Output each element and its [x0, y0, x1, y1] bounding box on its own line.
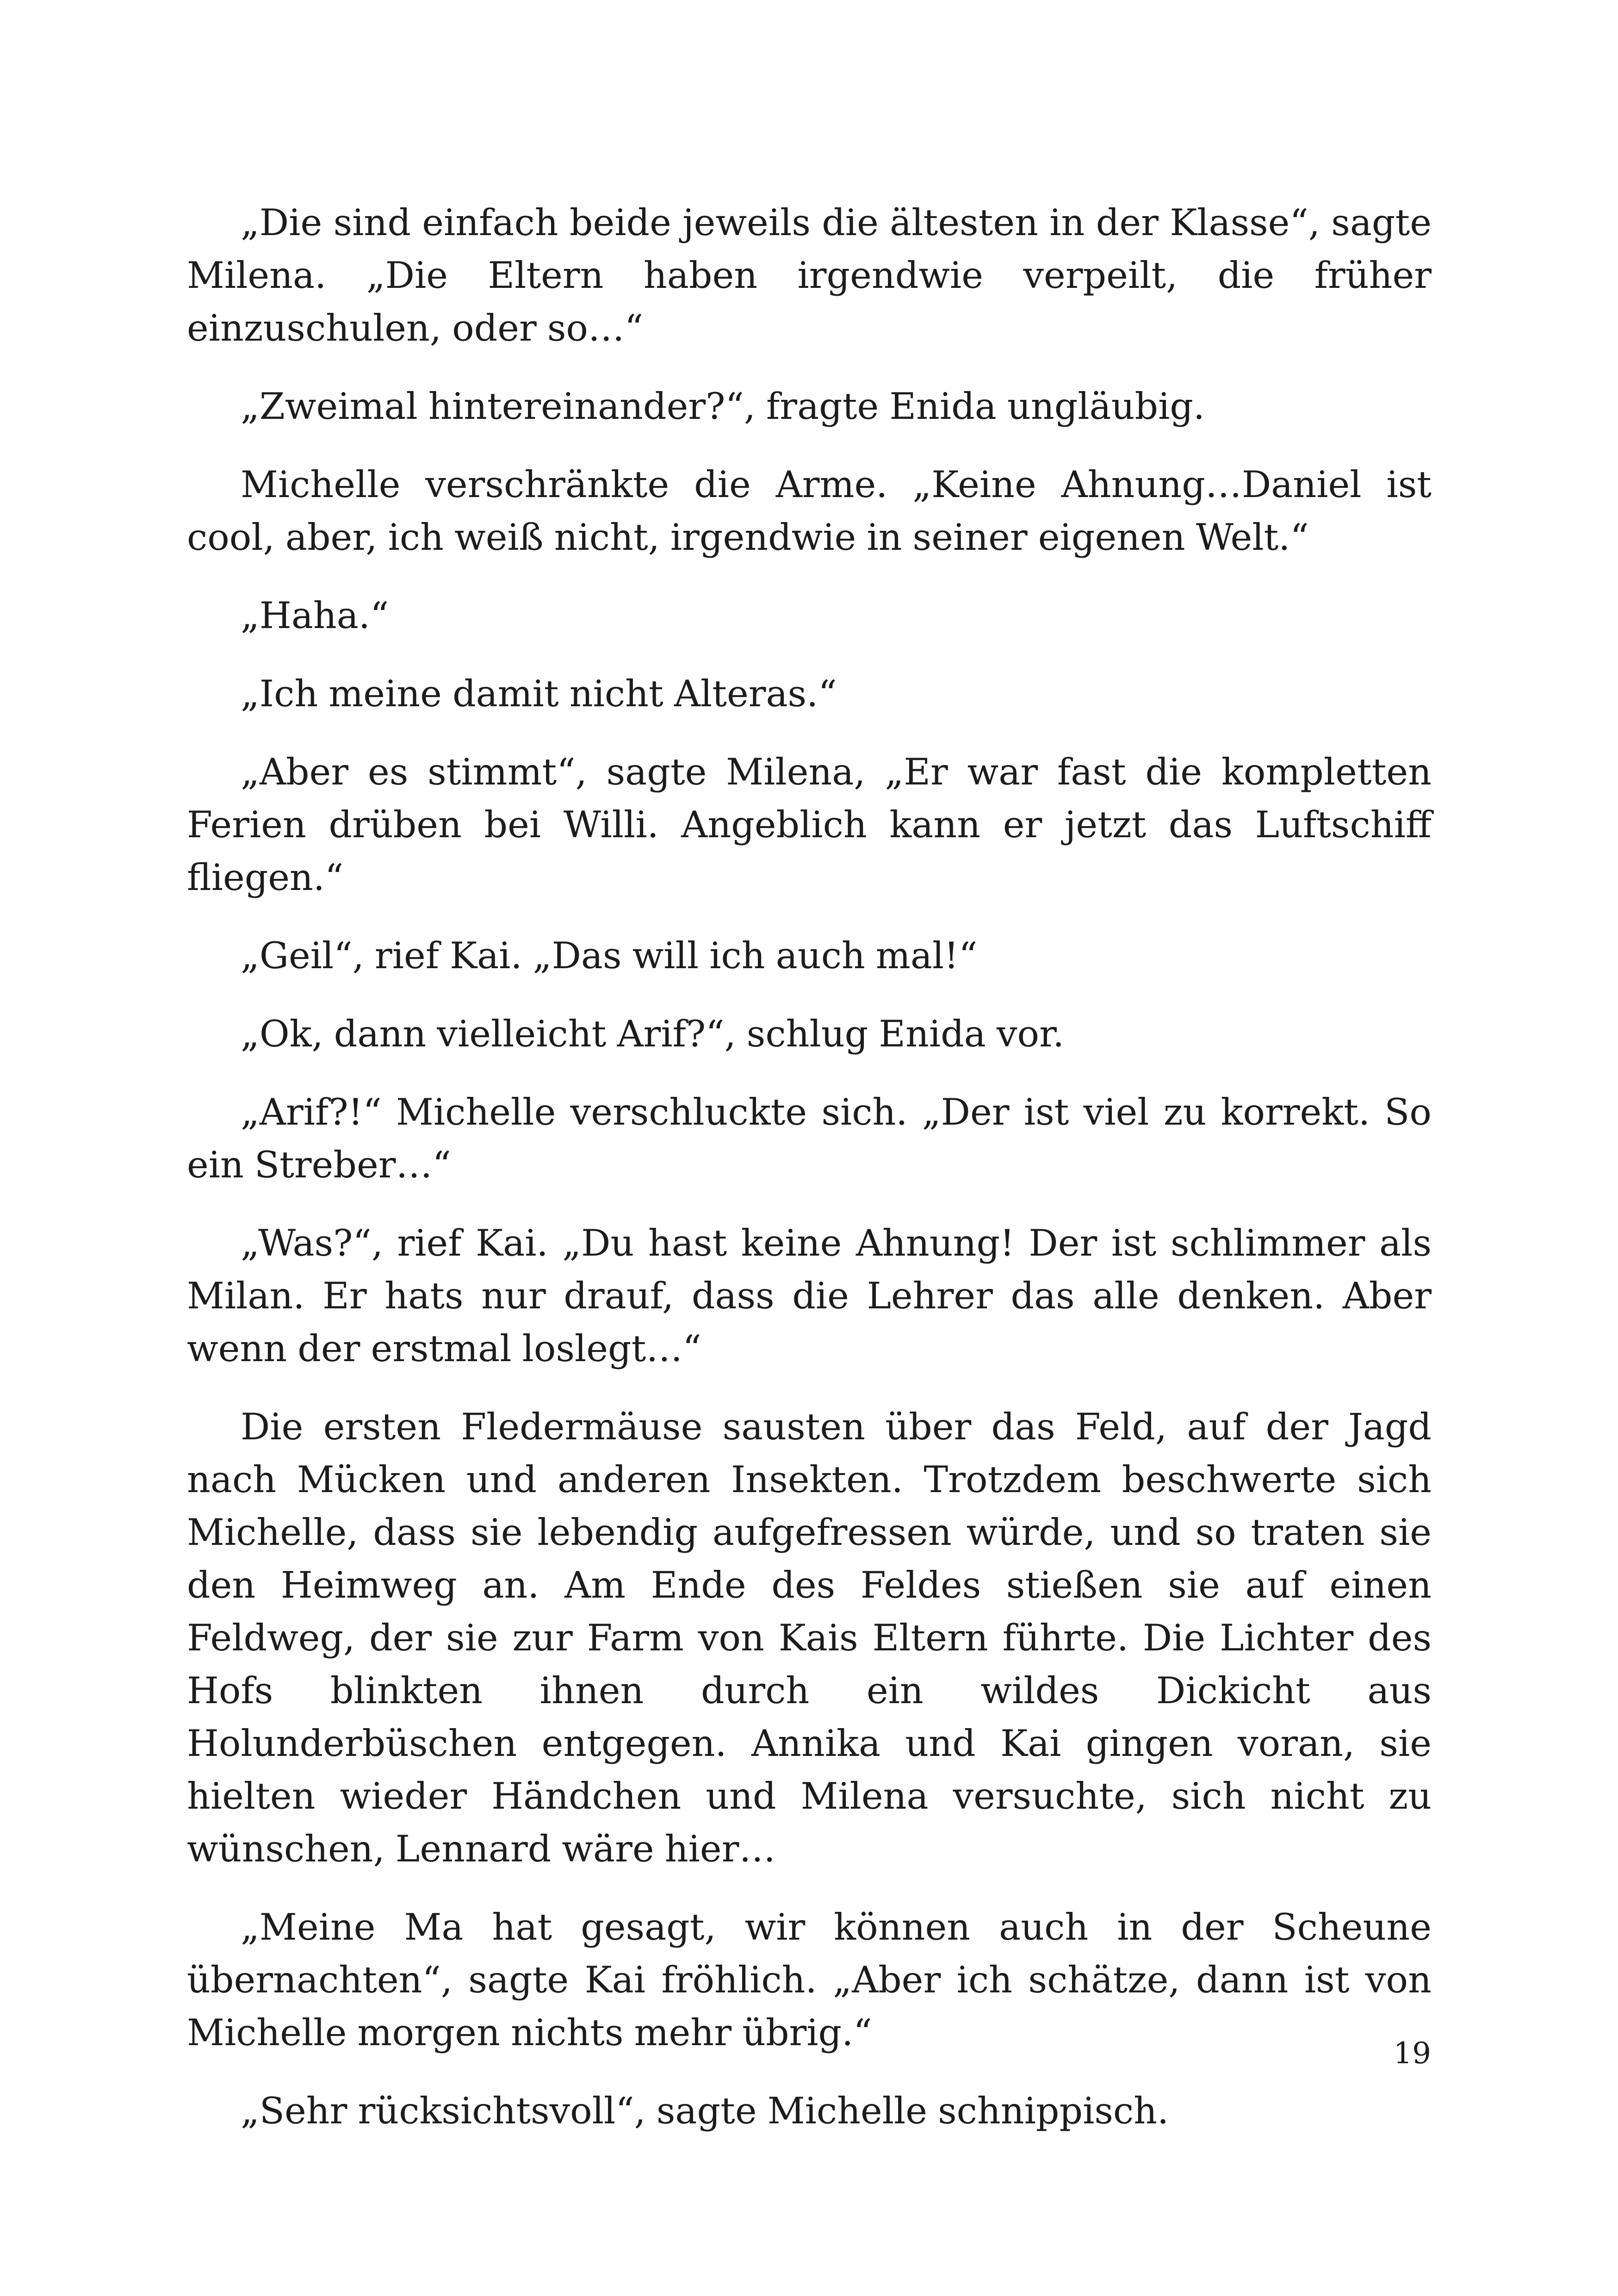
paragraph: „Arif?!“ Michelle verschluckte sich. „Der ist viel zu korrekt. So ein Streber…“	[187, 1091, 1432, 1186]
paragraph: „Geil“, rief Kai. „Das will ich auch mal!“	[241, 934, 978, 977]
paragraph: „Meine Ma hat gesagt, wir können auch in der Scheune übernachten“, sagte Kai fröhlich. „Aber ich schätze, dann ist von Michelle morgen nichts mehr übrig.“	[187, 1906, 1432, 2054]
paragraph: Michelle verschränkte die Arme. „Keine Ahnung…Daniel ist cool, aber, ich weiß nicht, irgendwie in seiner eigenen Welt.“	[187, 463, 1432, 559]
paragraph: „Die sind einfach beide jeweils die ältesten in der Klasse“, sagte Milena. „Die Eltern haben irgendwie verpeilt, die früher einzuschulen, oder so…“	[187, 201, 1432, 349]
body-text	[187, 196, 1432, 2163]
paragraph: „Haha.“	[241, 594, 389, 637]
paragraph: „Aber es stimmt“, sagte Milena, „Er war fast die kompletten Ferien drüben bei Willi. Angeblich kann er jetzt das Luftschiff fliegen.“	[187, 751, 1432, 899]
paragraph: „Was?“, rief Kai. „Du hast keine Ahnung! Der ist schlimmer als Milan. Er hats nur drauf, dass die Lehrer das alle denken. Aber wenn der erstmal loslegt…“	[187, 1222, 1432, 1370]
paragraph: Die ersten Fledermäuse sausten über das Feld, auf der Jagd nach Mücken und anderen Insekten. Trotzdem beschwerte sich Michelle, dass sie lebendig aufgefressen würde, und so traten sie den Heimweg an. Am Ende des Feldes stießen sie auf einen Feldweg, der sie zur Farm von Kais Eltern führte. Die Lichter des Hofs blinkten ihnen durch ein wildes Dickicht aus Holunderbüschen entgegen. Annika und Kai gingen voran, sie hielten wieder Händchen und Milena versuchte, sich nicht zu wünschen, Lennard wäre hier…	[187, 1406, 1432, 1870]
page-number: 19	[1393, 2036, 1431, 2071]
paragraph: „Ich meine damit nicht Alteras.“	[241, 672, 837, 715]
paragraph: „Ok, dann vielleicht Arif?“, schlug Enida vor.	[241, 1013, 1065, 1055]
paragraph: „Sehr rücksichtsvoll“, sagte Michelle schnippisch.	[241, 2090, 1169, 2132]
paragraph: „Zweimal hintereinander?“, fragte Enida ungläubig.	[241, 385, 1205, 428]
